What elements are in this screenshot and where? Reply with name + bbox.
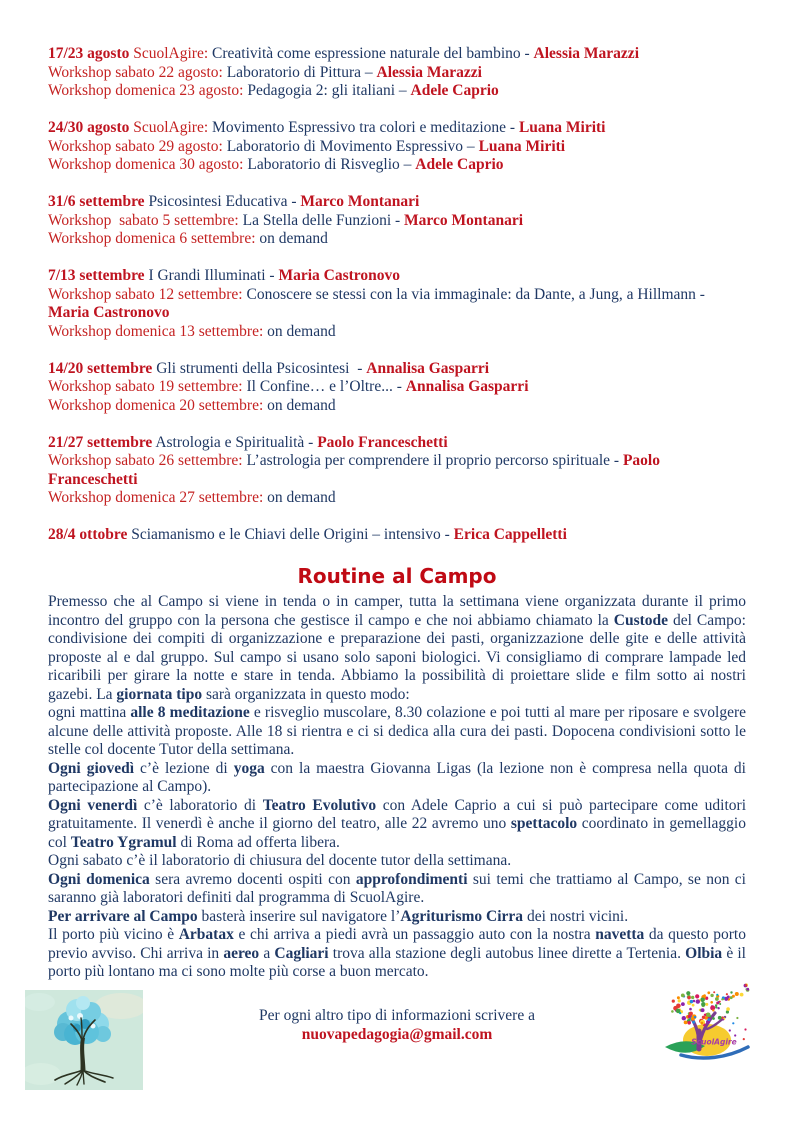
schedule-block bbox=[48, 434, 746, 508]
routine-section bbox=[48, 593, 746, 982]
text-segment: coordinato in gemellaggio col bbox=[48, 815, 746, 851]
schedule-block bbox=[48, 526, 746, 545]
text-segment: da questo porto previo avviso. Chi arriva in bbox=[48, 926, 746, 962]
text-segment: Paolo Franceschetti bbox=[48, 452, 664, 488]
text-segment: Premesso che al Campo si viene in tenda o in camper, tutta la settimana viene organizzata durante il primo incontro del gruppo con la persona che gestisce il campo e che noi abbiamo chiamato la bbox=[48, 593, 746, 629]
text-segment: a bbox=[259, 944, 275, 962]
text-segment: I Grandi Illuminati - bbox=[144, 267, 279, 284]
text-segment: Maria Castronovo bbox=[278, 267, 400, 284]
schedule-line bbox=[48, 45, 746, 64]
text-segment: 24/30 agosto bbox=[48, 119, 130, 136]
text-segment: sera avremo docenti ospiti con bbox=[149, 870, 356, 888]
text-segment: ScuolAgire: bbox=[129, 119, 213, 136]
text-segment: Adele Caprio bbox=[410, 82, 499, 99]
text-segment: Ogni sabato c’è il laboratorio di chiusura del docente tutor della settimana. bbox=[48, 852, 512, 869]
routine-paragraph bbox=[48, 704, 746, 760]
text-segment: con Adele Caprio a cui si può partecipare come uditori gratuitamente. Il venerdì è anche il giorno del teatro, alle 22 avremo uno bbox=[48, 796, 747, 832]
text-segment: Luana Miriti bbox=[478, 137, 566, 155]
text-segment: on demand bbox=[267, 489, 336, 506]
schedule-line bbox=[48, 156, 746, 175]
text-segment: Teatro Ygramul bbox=[70, 833, 177, 851]
text-segment: 7/13 settembre bbox=[48, 267, 145, 284]
text-segment: yoga bbox=[233, 759, 265, 777]
logo-text: ScuolAgire bbox=[691, 1037, 737, 1047]
text-segment: giornata tipo bbox=[116, 685, 203, 703]
text-segment: Laboratorio di Pittura – bbox=[226, 63, 377, 81]
routine-paragraph bbox=[48, 593, 746, 704]
text-segment: on demand bbox=[267, 322, 336, 340]
text-segment: Psicosintesi Educativa - bbox=[144, 193, 301, 210]
text-segment: Workshop sabato 19 settembre: bbox=[48, 378, 247, 395]
text-segment: Alessia Marazzi bbox=[533, 45, 639, 62]
text-segment: Erica Cappelletti bbox=[453, 526, 567, 543]
text-segment: Agriturismo Cirra bbox=[400, 907, 524, 925]
routine-paragraph bbox=[48, 797, 746, 853]
text-segment: e chi arriva a piedi avrà un passaggio auto con la nostra bbox=[233, 926, 596, 943]
text-segment: Gli strumenti della Psicosintesi - bbox=[152, 359, 367, 377]
text-segment: Workshop domenica 20 settembre: bbox=[48, 396, 268, 414]
text-segment: Annalisa Gasparri bbox=[405, 378, 529, 395]
text-segment: Workshop domenica 30 agosto: bbox=[48, 156, 248, 173]
footer-email: nuovapedagogia@gmail.com bbox=[301, 1026, 493, 1043]
text-segment: approfondimenti bbox=[355, 870, 468, 888]
routine-paragraph bbox=[48, 760, 746, 797]
text-segment: è il porto più lontano ma ci sono molte più corse a buon mercato. bbox=[48, 944, 746, 980]
text-segment: e risveglio muscolare, 8.30 colazione e poi tutti al mare per riposare e svolgere alcune delle attività proposte. Alle 18 si rientra e ci si dedica alla cura dei pasti. Dopocena condivisioni sotto le stelle col docente Tutor della settimana. bbox=[48, 704, 747, 758]
schedule-line bbox=[48, 138, 746, 157]
text-segment: 28/4 ottobre bbox=[48, 526, 128, 543]
schedule-line bbox=[48, 267, 746, 286]
schedule-line bbox=[48, 119, 746, 138]
text-segment: Paolo Franceschetti bbox=[317, 433, 448, 451]
text-segment: con la maestra Giovanna Ligas (la lezione non è compresa nella quota di partecipazione al Campo). bbox=[48, 759, 746, 795]
text-segment: Astrologia e Spiritualità - bbox=[152, 433, 318, 451]
schedule-line bbox=[48, 64, 746, 83]
schedule-line bbox=[48, 489, 746, 508]
schedule-line bbox=[48, 230, 746, 249]
text-segment: Creatività come espressione naturale del bambino - bbox=[212, 45, 534, 62]
schedule-line bbox=[48, 360, 746, 379]
schedule-line bbox=[48, 212, 746, 231]
text-segment: c’è lezione di bbox=[134, 759, 234, 777]
footer-info-line: Per ogni altro tipo di informazioni scrivere a bbox=[259, 1007, 535, 1024]
schedule-line bbox=[48, 397, 746, 416]
text-segment: ogni mattina bbox=[48, 704, 131, 721]
text-segment: Ogni giovedì bbox=[48, 759, 135, 777]
text-segment: basterà inserire sul navigatore l’ bbox=[197, 907, 401, 925]
schedule-block bbox=[48, 360, 746, 416]
text-segment: aereo bbox=[223, 944, 260, 962]
text-segment: Workshop sabato 26 settembre: bbox=[48, 452, 247, 469]
text-segment: 31/6 settembre bbox=[48, 193, 145, 210]
schedule-line bbox=[48, 286, 746, 323]
text-segment: Workshop sabato 5 settembre: bbox=[48, 211, 243, 229]
schedule-block bbox=[48, 193, 746, 249]
text-segment: sarà organizzata in questo modo: bbox=[202, 685, 410, 703]
text-segment: Workshop domenica 6 settembre: bbox=[48, 230, 260, 247]
schedule-line bbox=[48, 378, 746, 397]
schedule-line bbox=[48, 452, 746, 489]
routine-paragraph bbox=[48, 871, 746, 908]
text-segment: Olbia bbox=[685, 944, 723, 962]
text-segment: del Campo: condivisione dei compiti di organizzazione e preparazione dei pasti, organizzazione delle gite e delle attività proposte al e dal gruppo. Sul campo si usano solo saponi biologici. Vi consigliamo di comprare lampade led ricaribili per girare la notte e stare in tenda. Abbiamo la possibilità di proiettare slide e film sotto ai nostri gazebi. La bbox=[48, 611, 746, 703]
text-segment: Pedagogia 2: gli italiani – bbox=[247, 82, 411, 99]
text-segment: 17/23 agosto bbox=[48, 45, 130, 62]
text-segment: Arbatax bbox=[178, 926, 234, 943]
text-segment: Adele Caprio bbox=[415, 156, 504, 173]
text-segment: Il Confine… e l’Oltre... - bbox=[246, 378, 406, 395]
text-segment: sui temi che trattiamo al Campo, se non ci saranno già laboratori definiti dal programma di ScuolAgire. bbox=[48, 870, 746, 906]
text-segment: Maria Castronovo bbox=[48, 304, 170, 321]
text-segment: Sciamanismo e le Chiavi delle Origini – intensivo - bbox=[127, 526, 454, 543]
schedule-line bbox=[48, 193, 746, 212]
schedule-line bbox=[48, 526, 746, 545]
text-segment: Workshop sabato 29 agosto: bbox=[48, 137, 227, 155]
text-segment: Laboratorio di Movimento Espressivo – bbox=[226, 137, 479, 155]
text-segment: Ogni venerdì bbox=[48, 796, 138, 814]
text-segment: Workshop domenica 13 settembre: bbox=[48, 322, 268, 340]
schedule-line bbox=[48, 82, 746, 101]
text-segment: La Stella delle Funzioni - bbox=[242, 211, 405, 229]
text-segment: spettacolo bbox=[510, 815, 578, 832]
text-segment: Alessia Marazzi bbox=[376, 63, 482, 81]
workshop-schedule bbox=[48, 45, 746, 545]
text-segment: Marco Montanari bbox=[404, 211, 523, 229]
text-segment: trova alla stazione degli autobus linee dirette a Tertenia. bbox=[328, 944, 686, 962]
text-segment: ScuolAgire: bbox=[129, 45, 213, 62]
text-segment: dei nostri vicini. bbox=[523, 907, 629, 925]
text-segment: L’astrologia per comprendere il proprio percorso spirituale - bbox=[246, 452, 623, 469]
text-segment: Per arrivare al Campo bbox=[48, 907, 198, 925]
scuolagire-logo bbox=[657, 983, 753, 1070]
schedule-line bbox=[48, 434, 746, 453]
routine-paragraph bbox=[48, 852, 746, 871]
text-segment: Custode bbox=[613, 611, 669, 629]
text-segment: Il porto più vicino è bbox=[48, 926, 179, 943]
routine-paragraph bbox=[48, 908, 746, 927]
text-segment: on demand bbox=[267, 396, 336, 414]
routine-heading: Routine al Campo bbox=[297, 564, 497, 588]
text-segment: Teatro Evolutivo bbox=[262, 796, 377, 814]
text-segment: navetta bbox=[595, 926, 645, 943]
text-segment: Workshop domenica 23 agosto: bbox=[48, 82, 248, 99]
text-segment: di Roma ad offerta libera. bbox=[176, 833, 340, 851]
schedule-line bbox=[48, 323, 746, 342]
text-segment: Ogni domenica bbox=[48, 870, 150, 888]
schedule-block bbox=[48, 45, 746, 101]
schedule-block bbox=[48, 267, 746, 341]
text-segment: c’è laboratorio di bbox=[137, 796, 263, 814]
schedule-block bbox=[48, 119, 746, 175]
text-segment: Laboratorio di Risveglio – bbox=[247, 156, 416, 173]
text-segment: 21/27 settembre bbox=[48, 433, 153, 451]
text-segment: Workshop domenica 27 settembre: bbox=[48, 489, 268, 506]
text-segment: alle 8 meditazione bbox=[130, 704, 250, 721]
routine-paragraph bbox=[48, 926, 746, 982]
text-segment: Cagliari bbox=[274, 944, 329, 962]
text-segment: Annalisa Gasparri bbox=[366, 359, 490, 377]
text-segment: Luana Miriti bbox=[518, 119, 606, 136]
text-segment: Marco Montanari bbox=[300, 193, 420, 210]
text-segment: Movimento Espressivo tra colori e meditazione - bbox=[212, 119, 519, 136]
text-segment: Conoscere se stessi con la via immaginale: da Dante, a Jung, a Hillmann - bbox=[246, 285, 709, 303]
text-segment: Workshop sabato 12 settembre: bbox=[48, 285, 247, 303]
text-segment: Workshop sabato 22 agosto: bbox=[48, 63, 227, 81]
text-segment: 14/20 settembre bbox=[48, 359, 153, 377]
text-segment: on demand bbox=[259, 230, 328, 247]
